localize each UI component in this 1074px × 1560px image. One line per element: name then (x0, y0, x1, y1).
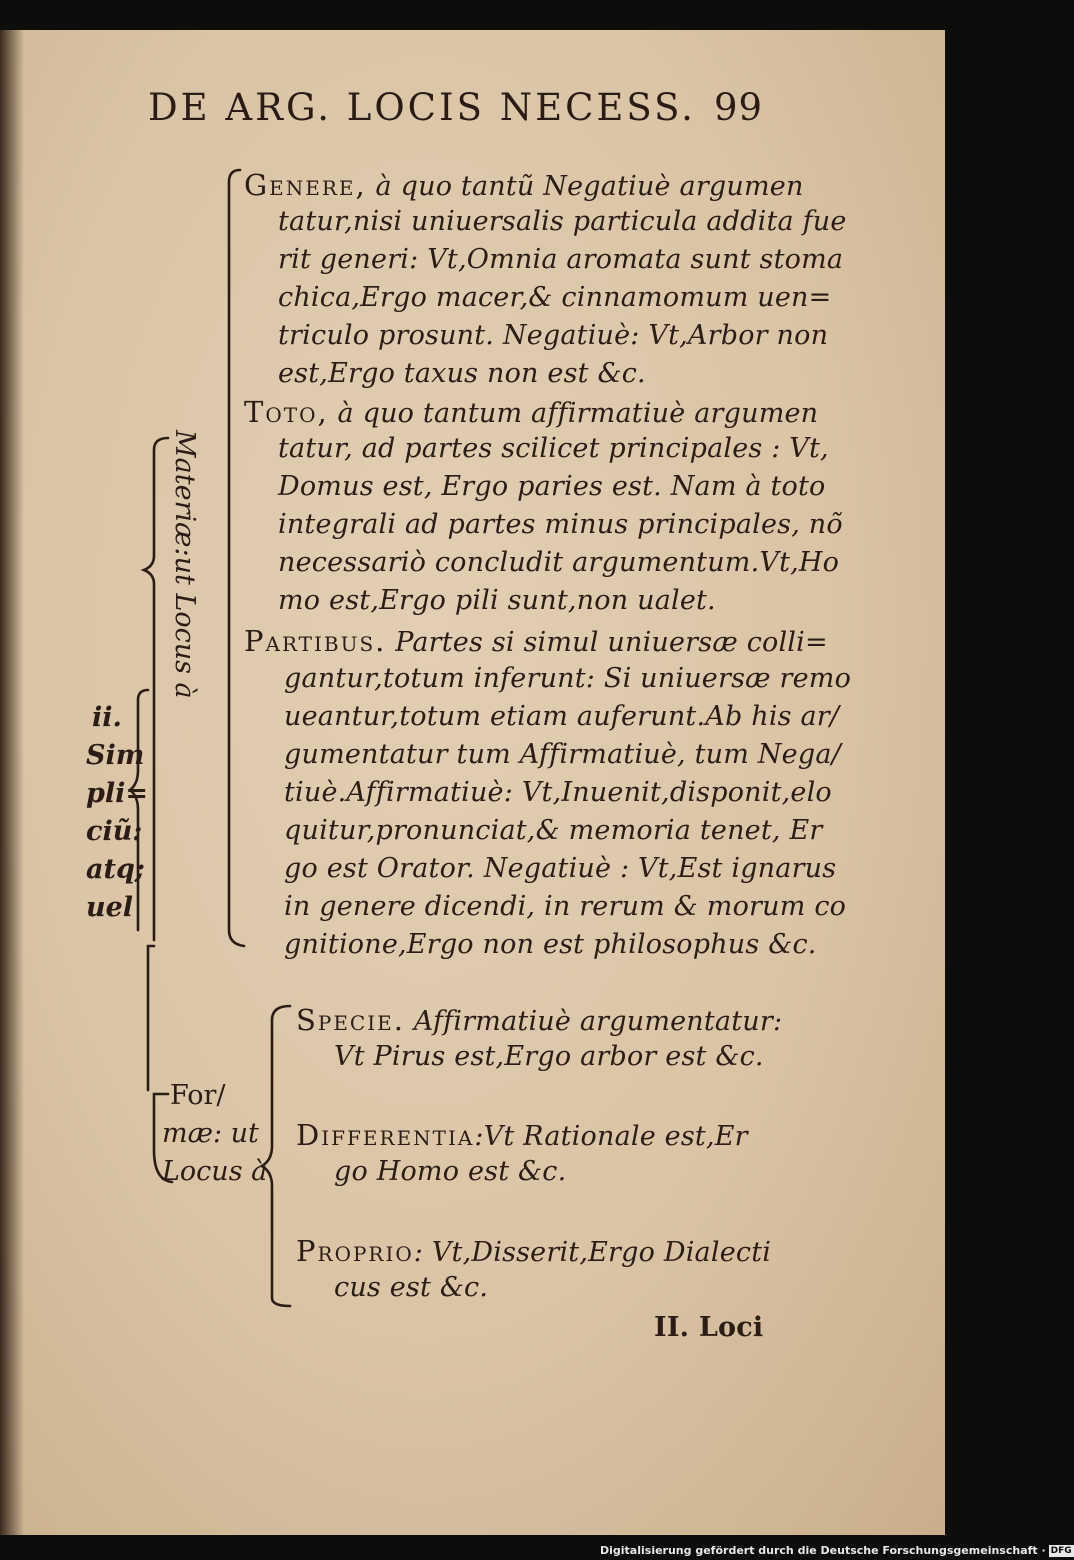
partibus-line-9: gnitione,Ergo non est philosophus &c. (284, 929, 817, 960)
proprio-head: Proprio (296, 1234, 414, 1268)
toto-line-1: Toto, à quo tantum affirmatiuè argumen (244, 395, 819, 429)
toto-line-2: tatur, ad partes scilicet principales : Vt, (278, 433, 829, 464)
formae-line-2: mæ: ut (162, 1118, 259, 1149)
toto-head: Toto, (244, 395, 329, 429)
genere-line-3: rit generi: Vt,Omnia aromata sunt stoma (278, 244, 844, 275)
genere-line-6: est,Ergo taxus non est &c. (278, 358, 646, 389)
proprio-line-1: Proprio: Vt,Disserit,Ergo Dialecti (296, 1234, 772, 1268)
specie-line-2: Vt Pirus est,Ergo arbor est &c. (334, 1041, 764, 1072)
materiae-vertical-label: Materiæ:ut Locus à (169, 430, 200, 699)
toto-line-3: Domus est, Ergo paries est. Nam à toto (278, 471, 826, 502)
partibus-line-1: Partibus. Partes si simul uniuersæ colli= (244, 624, 828, 658)
partibus-line-7: go est Orator. Negatiuè : Vt,Est ignarus (284, 853, 837, 884)
partibus-line-8: in genere dicendi, in rerum & morum co (284, 891, 847, 922)
digitization-footer (600, 1542, 1072, 1560)
specie-head: Specie. (296, 1003, 405, 1037)
genere-line-1: Genere, à quo tantũ Negatiuè argumen (244, 168, 804, 202)
dfg-logo: DFG (1050, 1546, 1072, 1556)
toto-line-4: integrali ad partes minus principales, nõ (278, 509, 843, 540)
differentia-line-1: Differentia:Vt Rationale est,Er (296, 1118, 748, 1152)
simplicium-line-3: pli= (86, 778, 149, 809)
partibus-line-4: gumentatur tum Affirmatiuè, tum Nega/ (284, 739, 841, 770)
partibus-line-6: quitur,pronunciat,& memoria tenet, Er (284, 815, 823, 846)
partibus-line-2: gantur,totum inferunt: Si uniuersæ remo (284, 663, 852, 694)
formae-line-1: For/ (170, 1080, 226, 1111)
simplicium-line-1: ii. (92, 702, 122, 733)
partibus-line-3: ueantur,totum etiam auferunt.Ab his ar/ (284, 701, 840, 732)
simplicium-line-2: Sim (86, 740, 145, 771)
toto-line-5: necessariò concludit argumentum.Vt,Ho (278, 547, 840, 578)
genere-line-4: chica,Ergo macer,& cinnamomum uen= (278, 282, 832, 313)
simplicium-line-5: atq; (86, 854, 145, 885)
proprio-line-2: cus est &c. (334, 1272, 489, 1303)
genere-line-2: tatur,nisi uniuersalis particula addita fue (278, 206, 847, 237)
partibus-line-5: tiuè.Affirmatiuè: Vt,Inuenit,disponit,elo (284, 777, 832, 808)
header-title: DE ARG. LOCIS NECESS. (148, 86, 696, 129)
differentia-line-2: go Homo est &c. (334, 1156, 567, 1187)
simplicium-line-6: uel (86, 892, 134, 923)
specie-line-1: Specie. Affirmatiuè argumentatur: (296, 1003, 783, 1037)
formae-line-3: Locus à (162, 1156, 268, 1187)
genere-line-5: triculo prosunt. Negatiuè: Vt,Arbor non (278, 320, 829, 351)
genere-head: Genere, (244, 168, 367, 202)
differentia-head: Differentia (296, 1118, 475, 1152)
simplicium-line-4: ciũ: (86, 816, 143, 847)
catchword: II. Loci (654, 1312, 764, 1343)
toto-line-6: mo est,Ergo pili sunt,non ualet. (278, 585, 716, 616)
page-number: 99 (714, 86, 764, 129)
partibus-head: Partibus. (244, 624, 387, 658)
footer-text: Digitalisierung gefördert durch die Deutsche Forschungsgemeinschaft · (600, 1544, 1046, 1557)
